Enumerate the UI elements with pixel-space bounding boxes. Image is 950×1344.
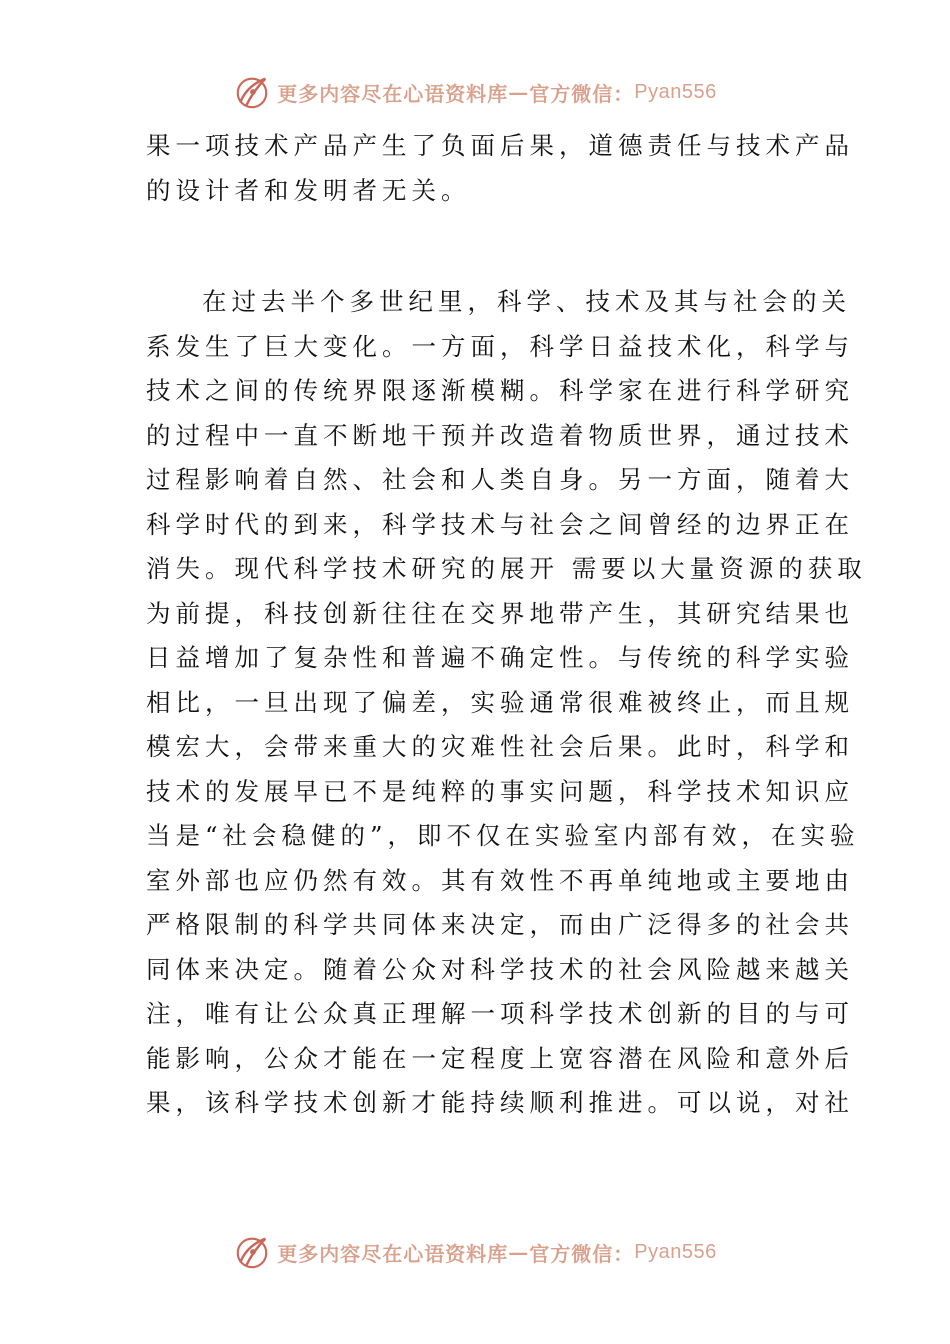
text-line: 日益增加了复杂性和普遍不确定性。与传统的科学实验: [146, 643, 854, 672]
text-line: 果，该科学技术创新才能持续顺利推进。可以说，对社: [146, 1088, 854, 1117]
watermark-brand-text: 更多内容尽在心语资料库: [277, 1241, 509, 1266]
watermark-account: Pyan556: [634, 1240, 717, 1263]
text-line: 消失。现代科学技术研究的展开 需要以大量资源的获取: [146, 554, 867, 583]
text-line: 严格限制的科学共同体来决定，而由广泛得多的社会共: [146, 910, 854, 939]
brand-logo-icon: [233, 73, 271, 111]
text-line: 注，唯有让公众真正理解一项科学技术创新的目的与可: [146, 999, 854, 1028]
watermark-channel-text: 官方微信：: [529, 81, 635, 106]
text-line-indented: 在过去半个多世纪里，科学、技术及其与社会的关: [202, 287, 851, 316]
footer-watermark: [0, 1228, 950, 1276]
watermark-channel-text: 官方微信：: [529, 1241, 635, 1266]
text-line: 当是“社会稳健的”，即不仅在实验室内部有效，在实验: [146, 821, 860, 850]
text-line: 技术的发展早已不是纯粹的事实问题，科学技术知识应: [146, 776, 854, 806]
text-line: 同体来决定。随着公众对科学技术的社会风险越来越关: [146, 954, 854, 984]
text-line: 科学时代的到来，科学技术与社会之间曾经的边界正在: [146, 509, 854, 539]
text-line: 果一项技术产品产生了负面后果，道德责任与技术产品: [146, 131, 854, 160]
text-line: 的过程中一直不断地干预并改造着物质世界，通过技术: [146, 420, 854, 450]
text-line: 为前提，科技创新往往在交界地带产生，其研究结果也: [146, 598, 854, 628]
document-body: [146, 124, 867, 1126]
watermark-brand-text: 更多内容尽在心语资料库: [277, 81, 509, 106]
watermark-account: Pyan556: [634, 80, 717, 103]
text-line: 能影响，公众才能在一定程度上宽容潜在风险和意外后: [146, 1043, 854, 1073]
text-line: 系发生了巨大变化。一方面，科学日益技术化，科学与: [146, 331, 854, 361]
brand-logo-icon: [233, 1233, 271, 1271]
watermark-separator: —: [508, 80, 530, 104]
paragraph-main: [146, 280, 867, 1126]
watermark-separator: —: [508, 1240, 530, 1264]
text-line: 的设计者和发明者无关。: [146, 175, 471, 205]
paragraph-continuation: [146, 124, 854, 213]
text-line: 模宏大，会带来重大的灾难性社会后果。此时，科学和: [146, 732, 854, 761]
text-line: 过程影响着自然、社会和人类自身。另一方面，随着大: [146, 465, 854, 494]
text-line: 相比，一旦出现了偏差，实验通常很难被终止，而且规: [146, 687, 854, 717]
text-line: 室外部也应仍然有效。其有效性不再单纯地或主要地由: [146, 865, 854, 895]
header-watermark: [0, 68, 950, 116]
text-line: 技术之间的传统界限逐渐模糊。科学家在进行科学研究: [146, 376, 854, 405]
paragraph-gap: [146, 213, 808, 280]
